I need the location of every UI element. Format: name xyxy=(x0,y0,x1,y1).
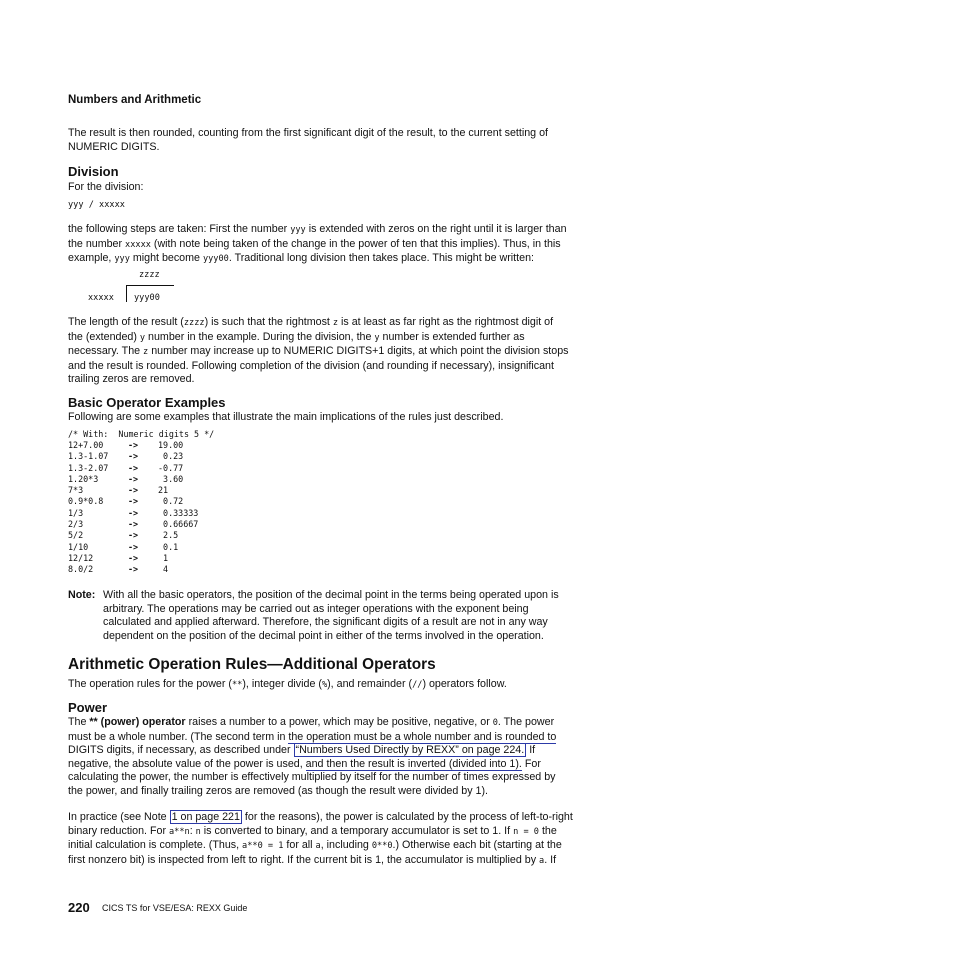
example-arrow: -> xyxy=(128,485,139,496)
example-result: 2.5 xyxy=(158,530,179,541)
example-expression: 8.0/2 xyxy=(68,564,94,575)
example-arrow: -> xyxy=(128,462,139,473)
note-1-link[interactable]: 1 on page 221 xyxy=(171,811,240,823)
running-head: Numbers and Arithmetic xyxy=(68,94,202,106)
example-result: 0.66667 xyxy=(158,519,199,530)
page-number: 220 xyxy=(68,900,90,915)
example-result: -0.77 xyxy=(158,462,184,473)
basic-examples-lead: Following are some examples that illustrate the main implications of the rules just described. xyxy=(68,411,504,423)
example-arrow: -> xyxy=(128,451,139,462)
power-paragraph-1: The ** (power) operator raises a number to a power, which may be positive, negative, or 0. The power must be a whole number. (The second term in the operation must be a whole number and is rounded to DIGITS digits, if necessary, as described under “Numbers Used Directly by REXX” on page 224. If negative, the absolute value of the power is used, and then the result is inverted (divided into 1). For calculating the power, the number is effectively multiplied by itself for the number of times expressed by the power, and finally trailing zeros are removed (as though the result were divided by 1). xyxy=(68,716,557,797)
changed-text: and then the result is inverted (divided into 1). xyxy=(305,757,522,770)
example-result: 21 xyxy=(158,485,169,496)
example-result: 1 xyxy=(158,552,169,563)
example-arrow: -> xyxy=(128,541,139,552)
example-expression: 1.20*3 xyxy=(68,473,99,484)
example-expression: 1/3 xyxy=(68,507,84,518)
example-expression: 12+7.00 xyxy=(68,440,104,450)
division-heading: Division xyxy=(68,164,119,179)
example-expression: 7*3 xyxy=(68,485,84,496)
division-expression: yyy / xxxxx xyxy=(68,200,125,210)
diagram-quotient: zzzz xyxy=(139,270,160,280)
example-result: 0.23 xyxy=(158,451,184,462)
intro-line: NUMERIC DIGITS. xyxy=(68,140,160,153)
diagram-divisor: xxxxx xyxy=(88,293,114,303)
examples-comment: /* With: Numeric digits 5 */ xyxy=(68,429,215,439)
division-paragraph-2: The length of the result (zzzz) is such that the rightmost z is at least as far right as the rightmost digit of the (extended) y number in the example. During the division, the y number is extended further as necessary. The z number may increase up to NUMERIC DIGITS+1 digits, at which point the division stops and the result is rounded. Following completion of the division (and rounding if necessary), insignificant trailing zeros are removed. xyxy=(68,316,569,386)
diagram-bracket xyxy=(126,285,127,302)
example-result: 0.72 xyxy=(158,496,184,507)
example-arrow: -> xyxy=(128,473,139,484)
example-result: 0.33333 xyxy=(158,507,199,518)
example-expression: 12/12 xyxy=(68,552,94,563)
example-result: 3.60 xyxy=(158,473,184,484)
diagram-dividend: yyy00 xyxy=(134,293,160,303)
diagram-overline xyxy=(126,285,174,286)
numbers-used-directly-link[interactable]: “Numbers Used Directly by REXX” on page 224. xyxy=(295,744,525,757)
example-expression: 1.3-1.07 xyxy=(68,451,109,462)
division-lead: For the division: xyxy=(68,181,144,193)
basic-examples-heading: Basic Operator Examples xyxy=(68,395,226,410)
example-expression: 1.3-2.07 xyxy=(68,462,109,473)
example-arrow: -> xyxy=(128,519,139,530)
note-body: With all the basic operators, the position of the decimal point in the terms being operated upon is arbitrary. The operations may be carried out as integer operations with the exponent being calculated and applied afterward. Therefore, the significant digits of a result are not in any way dependent on the position of the decimal point in either of the terms involved in the operation. xyxy=(103,589,559,642)
example-arrow: -> xyxy=(128,530,139,541)
example-expression: 0.9*0.8 xyxy=(68,496,104,507)
example-expression: 1/10 xyxy=(68,541,89,552)
power-paragraph-2: In practice (see Note 1 on page 221 for the reasons), the power is calculated by the process of left-to-right binary reduction. For a**n: n is converted to binary, and a temporary accumulator is set to 1. If n = 0 the initial calculation is complete. (Thus, a**0 = 1 for all a, including 0**0.) Otherwise each bit (starting at the first nonzero bit) is inspected from left to right. If the current bit is 1, the accumulator is multiplied by a. If xyxy=(68,811,573,866)
note-label: Note: xyxy=(68,589,96,601)
additional-operators-lead: The operation rules for the power (**), integer divide (%), and remainder (//) operators follow. xyxy=(68,678,507,690)
example-expression: 5/2 xyxy=(68,530,84,541)
example-result: 4 xyxy=(158,564,169,575)
example-arrow: -> xyxy=(128,507,139,518)
example-expression: 2/3 xyxy=(68,519,84,530)
intro-paragraph xyxy=(68,127,548,154)
example-result: 19.00 xyxy=(158,440,184,450)
power-heading: Power xyxy=(68,700,108,715)
example-result: 0.1 xyxy=(158,541,179,552)
additional-operators-heading: Arithmetic Operation Rules—Additional Operators xyxy=(68,656,436,673)
intro-line: The result is then rounded, counting from the first significant digit of the result, to the current setting of xyxy=(68,127,549,139)
example-arrow: -> xyxy=(128,564,139,575)
division-paragraph-1: the following steps are taken: First the number yyy is extended with zeros on the right until it is larger than the number xxxxx (with note being taken of the change in the power of ten that this implies). Thus, in this example, yyy might become yyy00. Traditional long division then takes place. This might be written: xyxy=(68,223,567,265)
book-title: CICS TS for VSE/ESA: REXX Guide xyxy=(102,903,248,913)
changed-text: the operation must be a whole number and is rounded to xyxy=(288,730,557,743)
example-arrow: -> xyxy=(128,496,139,507)
example-arrow: -> xyxy=(128,552,139,563)
example-arrow: -> xyxy=(128,440,139,450)
